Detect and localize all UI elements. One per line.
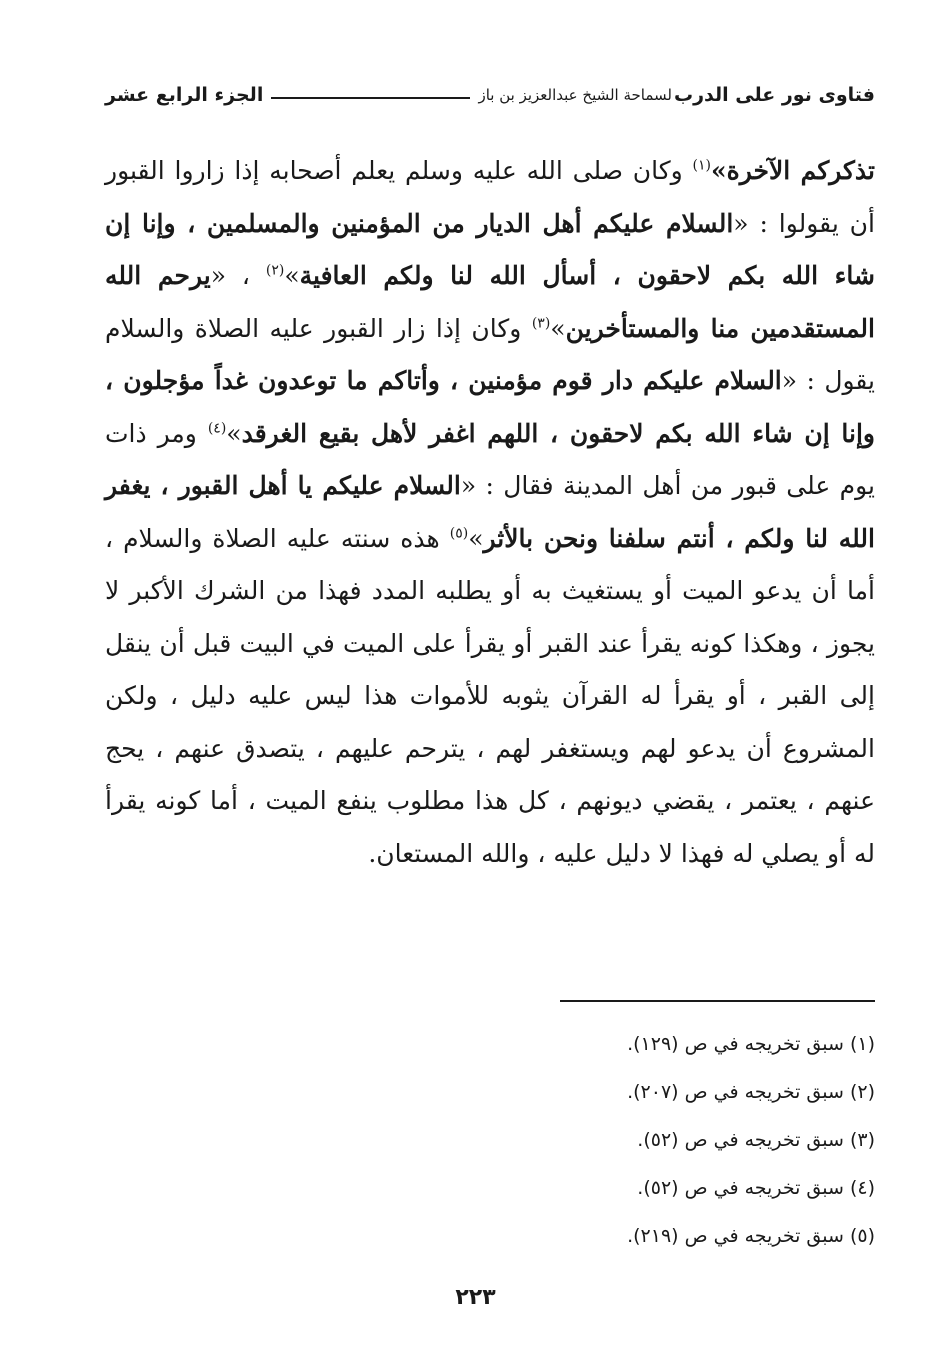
footnote-1: (١) سبق تخريجه في ص (١٢٩).	[627, 1033, 875, 1055]
footnotes	[105, 1020, 875, 1260]
header-dash-rule	[271, 97, 470, 99]
page-number: ٢٢٣	[455, 1285, 496, 1310]
footnote-3: (٣) سبق تخريجه في ص (٥٢).	[637, 1129, 875, 1151]
body-text-run: »	[550, 313, 566, 343]
hadith-quote: السلام عليكم دار قوم مؤمنين ، وأتاكم ما توعدون غداً مؤجلون ، وإنا إن شاء الله بكم لاحقون ، اللهم اغفر لأهل بقيع الغرقد	[105, 366, 875, 448]
hadith-quote: يرحم الله المستقدمين منا والمستأخرين	[105, 261, 875, 343]
running-header	[105, 80, 875, 110]
volume-part: الجزء الرابع عشر	[105, 84, 264, 106]
body-text-run: وكان إذا زار القبور عليه الصلاة والسلام يقول : «	[105, 313, 876, 395]
body-text-run: »	[468, 523, 484, 553]
body-text-run: هذه سنته عليه الصلاة والسلام ، أما أن يدعو الميت أو يستغيث به أو يطلبه المدد فهذا من الشرك الأكبر لا يجوز ، وهكذا كونه يقرأ عند القبر أو يقرأ على الميت في البيت قبل أن ينقل إلى القبر ، أو يقرأ له القرآن يثوبه للأموات هذا ليس عليه دليل ، ولكن المشروع أن يدعو لهم ويستغفر لهم ، يترحم عليهم ، يتصدق عنهم ، يحج عنهم ، يعتمر ، يقضي ديونهم ، كل هذا مطلوب ينفع الميت ، أما كونه يقرأ له أو يصلي له فهذا لا دليل عليه ، والله المستعان.	[105, 523, 875, 868]
hadith-quote: السلام عليكم يا أهل القبور ، يغفر الله لنا ولكم ، أنتم سلفنا ونحن بالأثر	[105, 471, 875, 553]
body-text-run: »	[226, 418, 242, 448]
hadith-quote: تذكركم الآخرة»	[710, 156, 875, 185]
header-author: لسماحة الشيخ عبدالعزيز بن باز	[478, 86, 672, 104]
body-paragraph	[105, 145, 875, 880]
hadith-quote: السلام عليكم أهل الديار من المؤمنين والمسلمين ، وإنا إن شاء الله بكم لاحقون ، أسأل الله لنا ولكم العافية	[105, 208, 875, 290]
footnote-ref: (٤)	[207, 420, 227, 437]
book-title: فتاوى نور على الدرب	[674, 84, 875, 106]
body-text-run: ، «	[210, 261, 266, 290]
footnote-ref: (٣)	[531, 315, 551, 332]
footnote-ref: (٥)	[449, 525, 469, 542]
footnote-separator	[560, 1000, 875, 1002]
footnote-2: (٢) سبق تخريجه في ص (٢٠٧).	[627, 1081, 875, 1103]
body-text-run: وكان صلى الله عليه وسلم يعلم أصحابه إذا زاروا القبور أن يقولوا : «	[105, 156, 875, 238]
footnote-5: (٥) سبق تخريجه في ص (٢١٩).	[627, 1225, 875, 1247]
body-text-run: ومر ذات يوم على قبور من أهل المدينة فقال : «	[105, 418, 875, 500]
footnote-ref: (٢)	[265, 262, 285, 279]
body-text-run: »	[284, 261, 300, 290]
footnote-ref: (١)	[692, 157, 711, 174]
footnote-4: (٤) سبق تخريجه في ص (٥٢).	[637, 1177, 875, 1199]
